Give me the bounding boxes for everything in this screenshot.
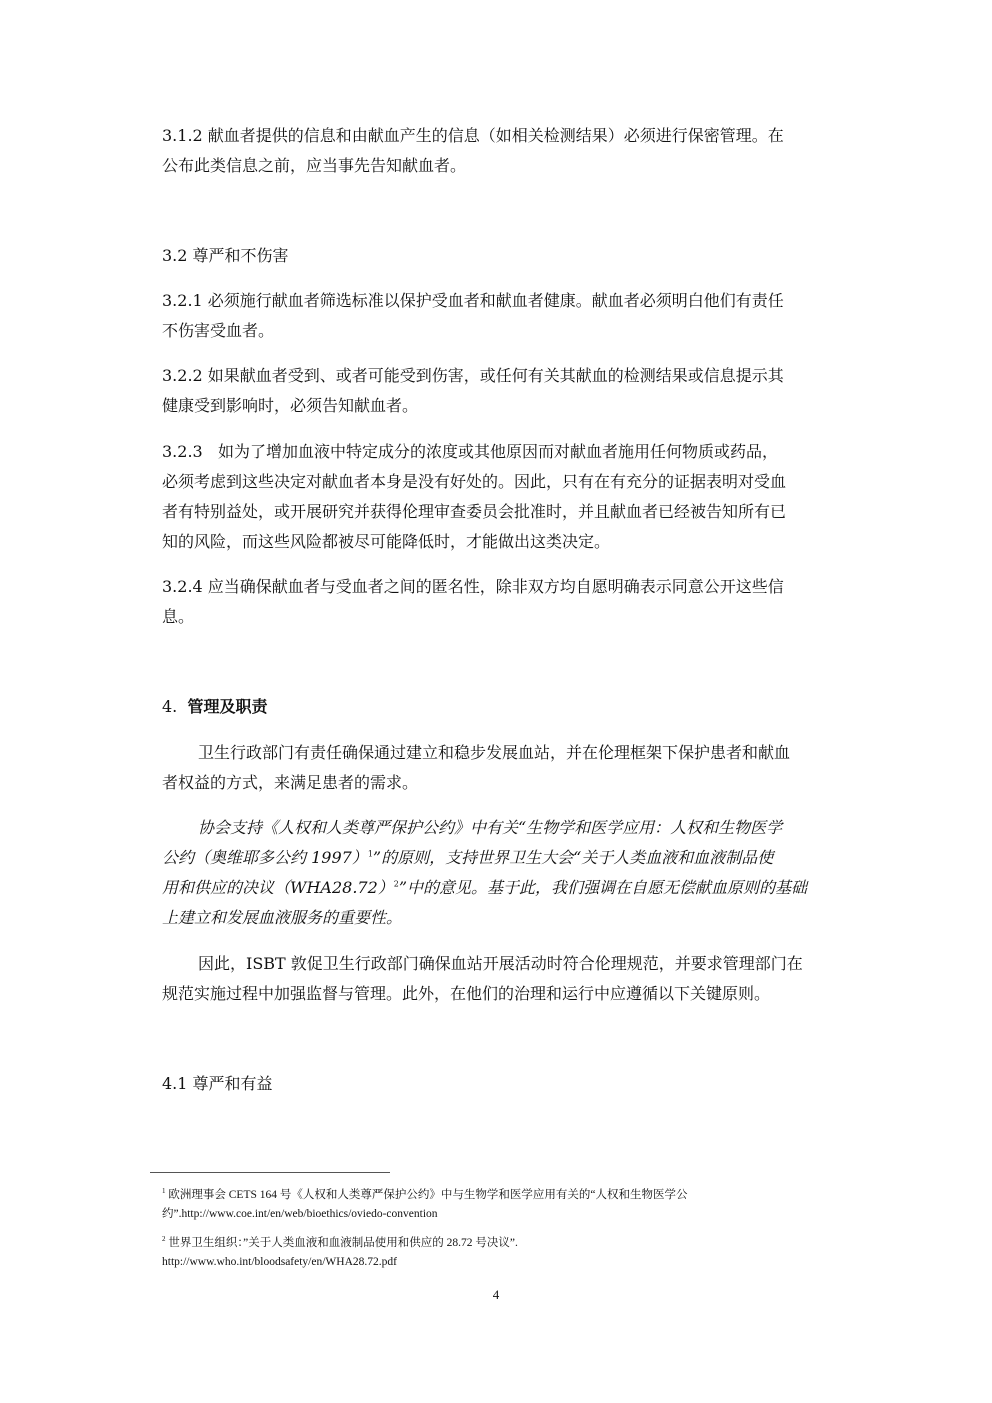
text-line: 因此，ISBT 敦促卫生行政部门确保血站开展活动时符合伦理规范，并要求管理部门在 <box>198 954 803 973</box>
paragraph-3-2-1 <box>162 286 846 346</box>
footnote-mark: 2 <box>162 1235 166 1244</box>
text-line: 者权益的方式，来满足患者的需求。 <box>162 773 419 792</box>
paragraph-3-1-2 <box>162 121 846 181</box>
page-number: 4 <box>492 1287 500 1302</box>
footnote-text: 欧洲理事会 CETS 164 号《人权和人类尊严保护公约》中与生物学和医学应用有关的“人权和生物医学公 <box>168 1189 688 1201</box>
section-title: 管理及职责 <box>187 697 268 716</box>
text-line: 3.2.2 如果献血者受到、或者可能受到伤害，或任何有关其献血的检测结果或信息提示其 <box>162 366 784 385</box>
text-line: 3.1.2 献血者提供的信息和由献血产生的信息（如相关检测结果）必须进行保密管理。在 <box>162 126 784 145</box>
text-line: 3.2.1 必须施行献血者筛选标准以保护受血者和献血者健康。献血者必须明白他们有责任 <box>162 291 784 310</box>
section-number: 4. <box>162 697 178 716</box>
paragraph-3-2-3 <box>162 437 846 557</box>
footnote-text: 世界卫生组织：”关于人类血液和血液制品使用和供应的 28.72 号决议”. <box>168 1237 518 1249</box>
text-line: 上建立和发展血液服务的重要性。 <box>162 908 403 927</box>
footnote-ref-1[interactable]: 1 <box>367 849 373 859</box>
text-line: 健康受到影响时，必须告知献血者。 <box>162 396 419 415</box>
section-heading-4-1 <box>162 1069 846 1099</box>
text-line: 用和供应的决议（WHA28.72） <box>162 878 394 897</box>
text-line: 知的风险，而这些风险都被尽可能降低时，才能做出这类决定。 <box>162 532 611 551</box>
text-line: 必须考虑到这些决定对献血者本身是没有好处的。因此，只有在有充分的证据表明对受血 <box>162 472 787 491</box>
text-line: ”的原则，支持世界卫生大会“关于人类血液和血液制品使 <box>372 848 774 867</box>
text-line: 公布此类信息之前，应当事先告知献血者。 <box>162 156 467 175</box>
paragraph-3-2-4 <box>162 572 846 632</box>
paragraph-3-2-2 <box>162 361 846 421</box>
text-line: 卫生行政部门有责任确保通过建立和稳步发展血站，并在伦理框架下保护患者和献血 <box>198 743 791 762</box>
footnote-separator <box>150 1172 390 1173</box>
text-line: 3.2.4 应当确保献血者与受血者之间的匿名性，除非双方均自愿明确表示同意公开这些信 <box>162 577 784 596</box>
footnote-link[interactable]: 约”.http://www.coe.int/en/web/bioethics/oviedo-convention <box>162 1208 438 1220</box>
text-line: 3.2.3 如为了增加血液中特定成分的浓度或其他原因而对献血者施用任何物质或药品， <box>162 442 778 461</box>
text-line: 4.1 尊严和有益 <box>162 1074 273 1093</box>
footnote-2 <box>162 1234 822 1272</box>
paragraph-4-a <box>162 738 846 798</box>
footnote-mark: 1 <box>162 1187 166 1196</box>
text-line: 不伤害受血者。 <box>162 321 275 340</box>
text-line: 息。 <box>162 607 195 626</box>
text-line: 3.2 尊严和不伤害 <box>162 246 289 265</box>
footnote-ref-2[interactable]: 2 <box>393 879 399 889</box>
text-line: 规范实施过程中加强监督与管理。此外，在他们的治理和运行中应遵循以下关键原则。 <box>162 984 771 1003</box>
footnote-1 <box>162 1186 822 1224</box>
section-heading-4 <box>162 692 846 722</box>
footnote-link[interactable]: http://www.who.int/bloodsafety/en/WHA28.72.pdf <box>162 1256 397 1268</box>
text-line: 者有特别益处，或开展研究并获得伦理审查委员会批准时，并且献血者已经被告知所有已 <box>162 502 787 521</box>
text-line: 协会支持《人权和人类尊严保护公约》中有关“生物学和医学应用：人权和生物医学 <box>198 818 783 837</box>
section-heading-3-2 <box>162 241 846 271</box>
paragraph-4-c <box>162 949 846 1009</box>
paragraph-4-b <box>162 813 846 933</box>
text-line: ”中的意见。基于此，我们强调在自愿无偿献血原则的基础 <box>398 878 808 897</box>
text-line: 公约（奥维耶多公约 1997） <box>162 848 368 867</box>
